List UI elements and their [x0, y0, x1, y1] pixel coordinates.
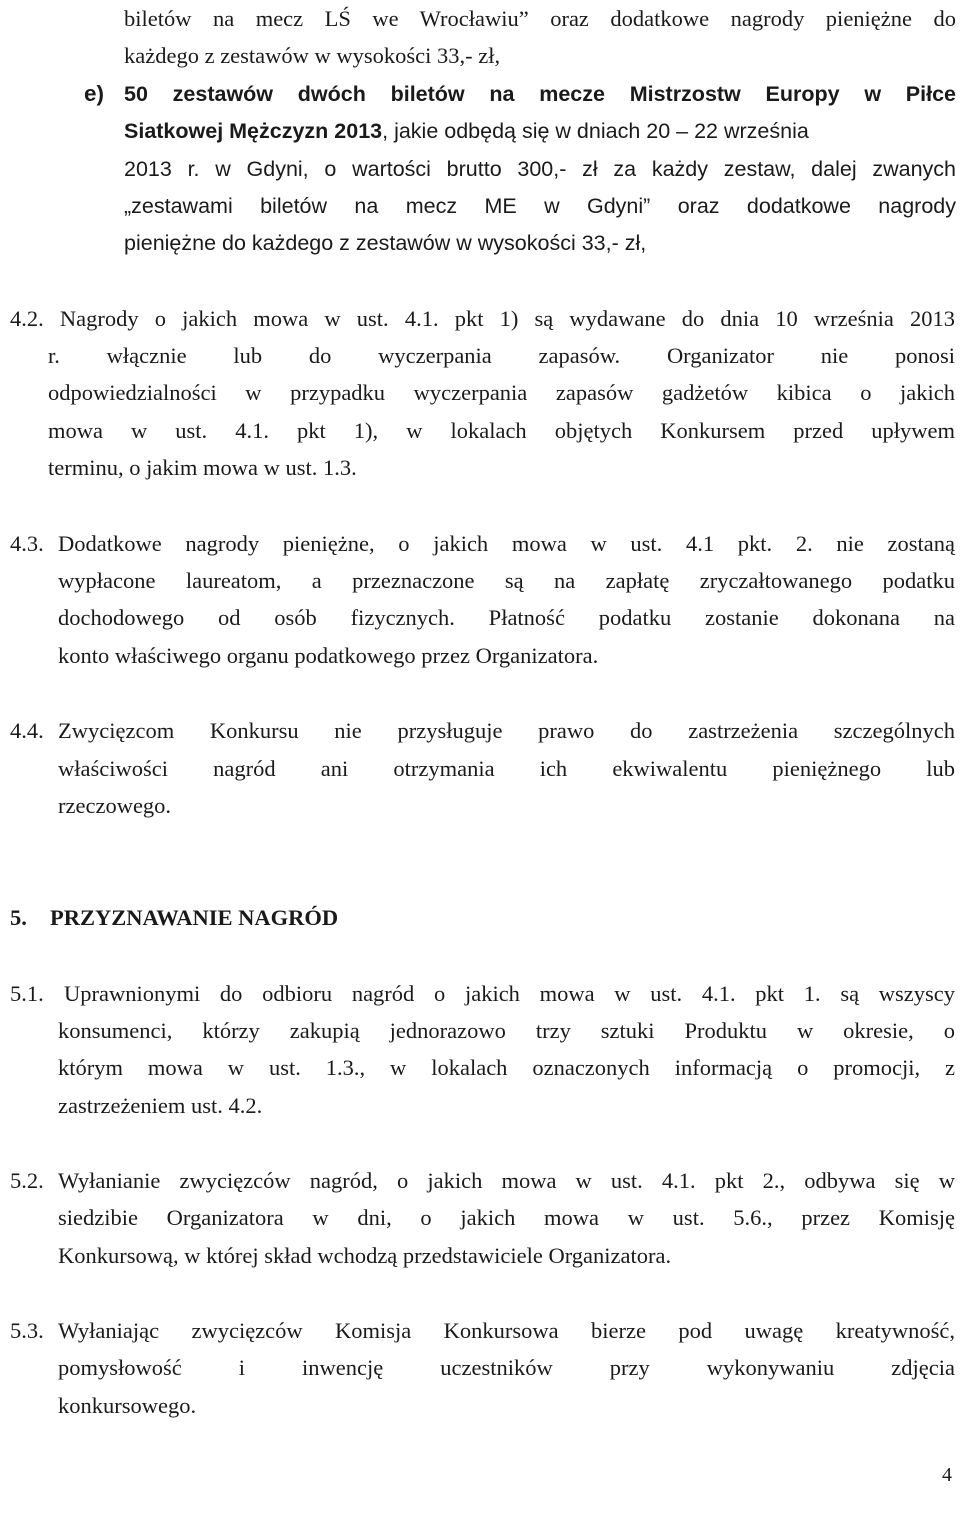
- paragraph-line: pieniężne do każdego z zestawów w wysokości 33,- zł,: [124, 231, 647, 255]
- paragraph-line: pomysłowość i inwencję uczestników przy wykonywaniu zdjęcia: [58, 1355, 955, 1380]
- paragraph-line: rzeczowego.: [58, 793, 172, 818]
- paragraph-line: [124, 116, 809, 146]
- paragraph-line: konkursowego.: [58, 1393, 197, 1418]
- section-number: 5.2.: [10, 1168, 44, 1193]
- paragraph-line: dochodowego od osób fizycznych. Płatność podatku zostanie dokonana na: [58, 605, 955, 630]
- paragraph-line: siedzibie Organizatora w dni, o jakich mowa w ust. 5.6., przez Komisję: [58, 1205, 955, 1230]
- paragraph-line: odpowiedzialności w przypadku wyczerpania zapasów gadżetów kibica o jakich: [48, 380, 955, 405]
- paragraph-line: Zwycięzcom Konkursu nie przysługuje prawo do zastrzeżenia szczególnych: [58, 718, 955, 743]
- bold-text: Siatkowej Mężczyzn 2013: [124, 119, 383, 143]
- paragraph-line: 2013 r. w Gdyni, o wartości brutto 300,- zł za każdy zestaw, dalej zwanych: [124, 157, 956, 181]
- paragraph-line: którym mowa w ust. 1.3., w lokalach oznaczonych informacją o promocji, z: [58, 1055, 955, 1080]
- paragraph-line: właściwości nagród ani otrzymania ich ekwiwalentu pieniężnego lub: [58, 756, 955, 781]
- paragraph-line: biletów na mecz LŚ we Wrocławiu” oraz dodatkowe nagrody pieniężne do: [124, 6, 956, 31]
- paragraph-line: zastrzeżeniem ust. 4.2.: [58, 1093, 263, 1118]
- section-number: 5.1.: [10, 981, 44, 1006]
- section-heading-number: 5.: [10, 905, 27, 930]
- paragraph-line: konto właściwego organu podatkowego przez Organizatora.: [58, 643, 599, 668]
- paragraph-line: Wyłaniając zwycięzców Komisja Konkursowa bierze pod uwagę kreatywność,: [58, 1318, 955, 1343]
- paragraph-line: r. włącznie lub do wyczerpania zapasów. Organizator nie ponosi: [48, 343, 955, 368]
- paragraph-line: każdego z zestawów w wysokości 33,- zł,: [124, 43, 501, 68]
- text: , jakie odbędą się w dniach 20 – 22 września: [382, 119, 809, 143]
- paragraph-line: Uprawnionymi do odbioru nagród o jakich mowa w ust. 4.1. pkt 1. są wszyscy: [64, 981, 955, 1006]
- section-number: 5.3.: [10, 1318, 44, 1343]
- section-heading: PRZYZNAWANIE NAGRÓD: [50, 905, 339, 930]
- paragraph-line: Konkursową, w której skład wchodzą przedstawiciele Organizatora.: [58, 1243, 672, 1268]
- paragraph-line: konsumenci, którzy zakupią jednorazowo trzy sztuki Produktu w okresie, o: [58, 1018, 955, 1043]
- paragraph-line: Wyłanianie zwycięzców nagród, o jakich mowa w ust. 4.1. pkt 2., odbywa się w: [58, 1168, 955, 1193]
- paragraph-line: 50 zestawów dwóch biletów na mecze Mistrzostw Europy w Piłce: [124, 82, 956, 106]
- paragraph-line: Dodatkowe nagrody pieniężne, o jakich mowa w ust. 4.1 pkt. 2. nie zostaną: [58, 531, 955, 556]
- page-number: 4: [942, 1464, 952, 1486]
- paragraph-line: mowa w ust. 4.1. pkt 1), w lokalach objętych Konkursem przed upływem: [48, 418, 955, 443]
- paragraph-line: terminu, o jakim mowa w ust. 1.3.: [48, 455, 357, 480]
- paragraph-line: 4.2. Nagrody o jakich mowa w ust. 4.1. pkt 1) są wydawane do dnia 10 września 2013: [10, 306, 955, 331]
- list-item-label: e): [84, 81, 105, 106]
- section-number: 4.3.: [10, 531, 44, 556]
- section-number: 4.4.: [10, 718, 44, 743]
- paragraph-line: „zestawami biletów na mecz ME w Gdyni” oraz dodatkowe nagrody: [124, 194, 956, 218]
- paragraph-line: wypłacone laureatom, a przeznaczone są na zapłatę zryczałtowanego podatku: [58, 568, 955, 593]
